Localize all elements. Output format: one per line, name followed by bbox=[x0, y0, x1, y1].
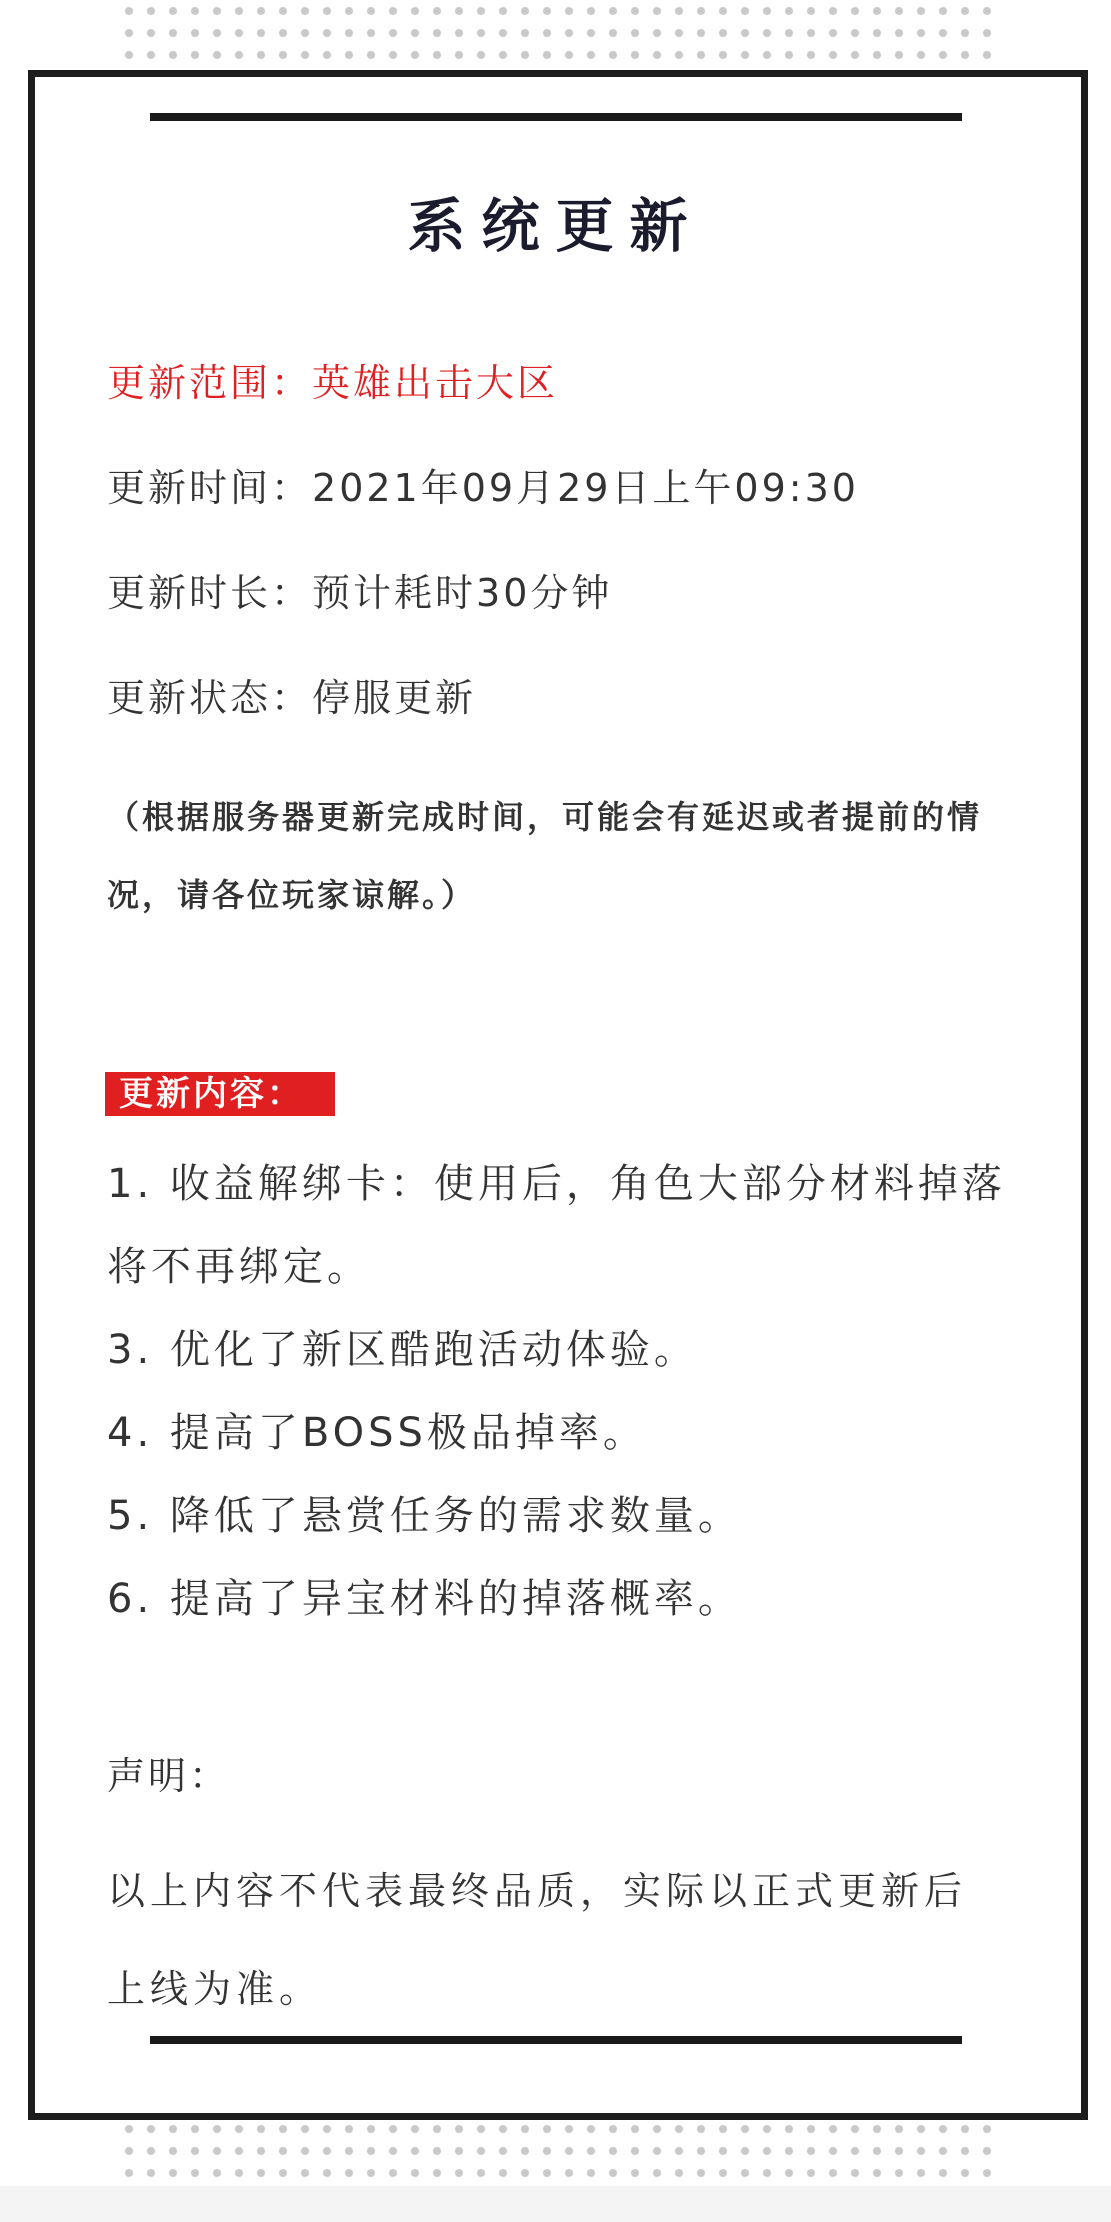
bottom-divider bbox=[150, 2036, 962, 2044]
delay-notice: （根据服务器更新完成时间，可能会有延迟或者提前的情况，请各位玩家谅解。） bbox=[107, 798, 983, 914]
declaration-text: 以上内容不代表最终品质，实际以正式更新后上线为准。 bbox=[107, 1869, 968, 2011]
update-status-value: 停服更新 bbox=[312, 676, 477, 720]
list-item: 1. 收益解绑卡：使用后，角色大部分材料掉落将不再绑定。 bbox=[107, 1161, 1006, 1290]
page-title: 系统更新 bbox=[407, 192, 704, 260]
list-item: 6. 提高了异宝材料的掉落概率。 bbox=[107, 1576, 742, 1622]
list-item: 5. 降低了悬赏任务的需求数量。 bbox=[107, 1493, 742, 1539]
list-item: 3. 优化了新区酷跑活动体验。 bbox=[107, 1327, 698, 1373]
update-scope-row bbox=[107, 359, 558, 407]
update-status-label: 更新状态： bbox=[107, 676, 313, 720]
list-item: 4. 提高了BOSS极品掉率。 bbox=[107, 1410, 647, 1456]
update-content-badge: 更新内容： bbox=[105, 1072, 335, 1116]
update-time-label: 更新时间： bbox=[107, 466, 313, 510]
update-content-list bbox=[107, 1143, 1007, 1641]
update-duration-row bbox=[107, 569, 612, 617]
update-time-value: 2021年09月29日上午09:30 bbox=[312, 466, 859, 510]
bottom-band bbox=[0, 2186, 1111, 2222]
update-time-row bbox=[107, 464, 859, 512]
declaration-label: 声明： bbox=[107, 1754, 231, 1798]
dot-pattern-top bbox=[118, 0, 998, 60]
update-duration-value: 预计耗时30分钟 bbox=[312, 571, 613, 615]
dot-pattern-bottom bbox=[118, 2118, 998, 2180]
update-scope-value: 英雄出击大区 bbox=[312, 361, 559, 405]
update-scope-label: 更新范围： bbox=[107, 361, 313, 405]
update-status-row bbox=[107, 674, 476, 722]
top-divider bbox=[150, 113, 962, 121]
update-duration-label: 更新时长： bbox=[107, 571, 313, 615]
